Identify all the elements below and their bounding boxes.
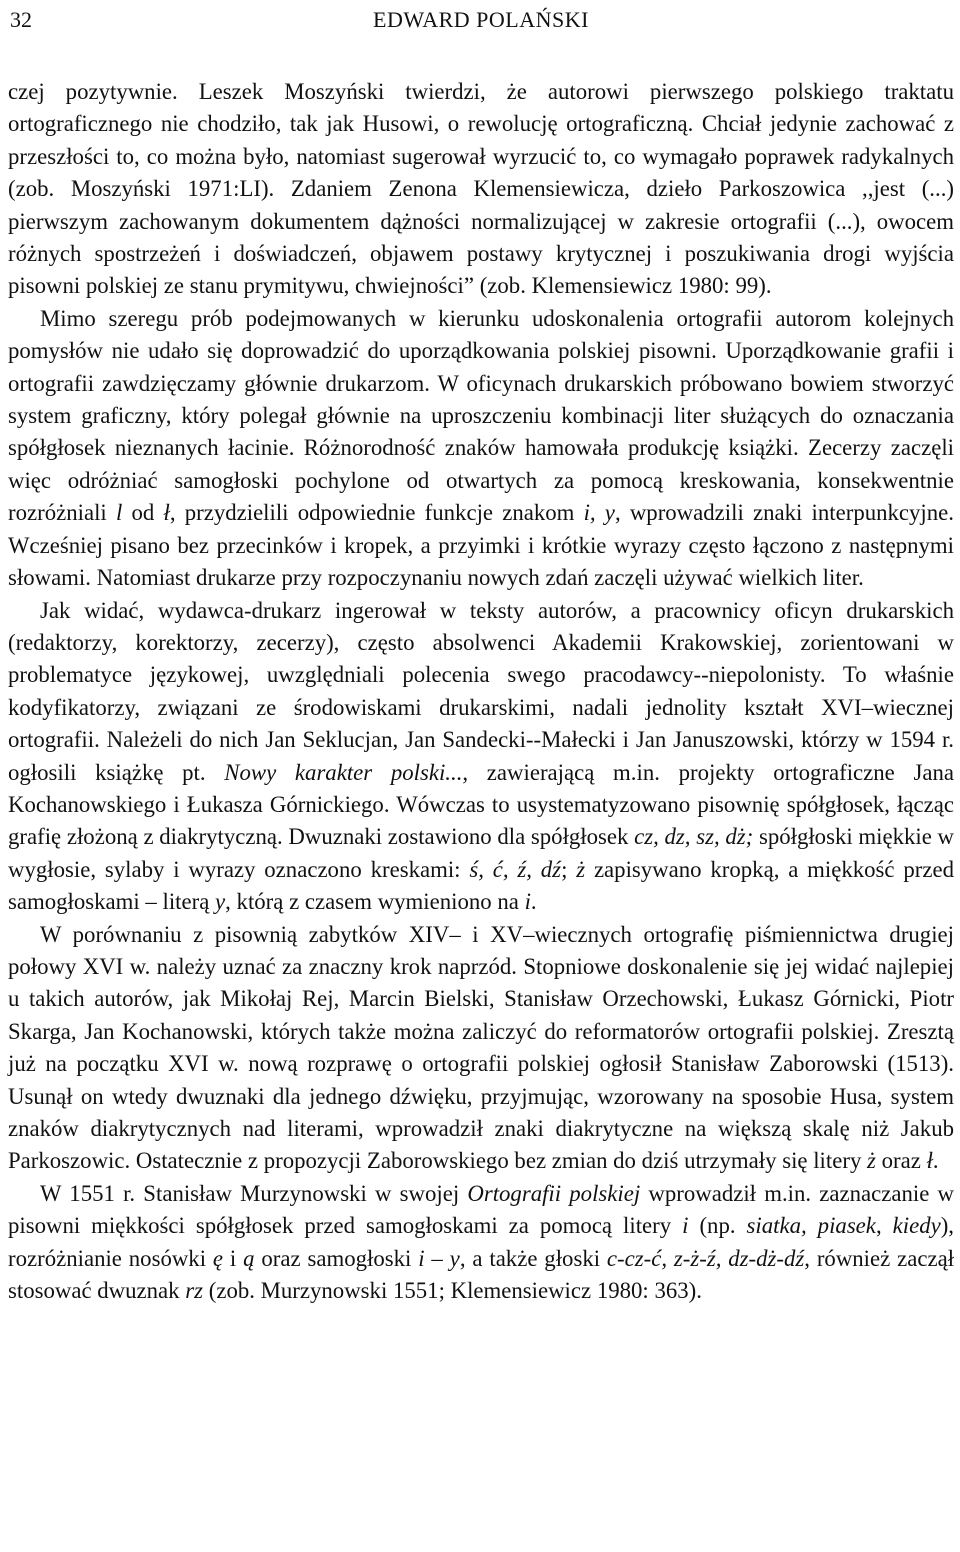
paragraph <box>8 595 954 919</box>
italic-text: Nowy karakter polski... <box>224 759 463 785</box>
italic-text: cz, dz, sz, dż; <box>634 824 754 850</box>
text-run: W 1551 r. Stanisław Murzynowski w swojej <box>40 1180 468 1206</box>
text-run: (np. <box>688 1213 747 1239</box>
body-text <box>8 76 954 1307</box>
text-run: (zob. Murzynowski 1551; Klemensiewicz 1980: 363). <box>203 1278 702 1304</box>
text-run: zapisywano kropką, a miękkość przed samogłoskami – literą <box>8 856 955 915</box>
text-run: ; <box>561 856 577 882</box>
running-title: EDWARD POLAŃSKI <box>373 7 589 32</box>
text-run: spółgłoski miękkie w wygłosie, sylaby i wyrazy oznaczono kreskami: <box>8 824 954 882</box>
text-run: i <box>223 1245 244 1271</box>
italic-text: i <box>524 889 531 915</box>
text-run: . <box>932 1148 939 1174</box>
text-run: czej pozytywnie. Leszek Moszyński twierdzi, że autorowi pierwszego polskiego traktatu ortograficznego nie chodziło, tak jak Husowi, o rewolucję ortograficzną. Chciał jedynie zachować z przeszłości to, co można było, natomiast sugerował wyrzucić to, co wymagało poprawek radykalnych (zob. Moszyński 1971:LI). Zdaniem Zenona Klemensiewicza, dzieło Parkoszowica ,,jest (...) pierwszym zachowanym dokumentem dążności normalizującej w zakresie ortografii (...), owocem różnych spostrzeżeń i doświadczeń, objawem postawy krytycznej i poszukiwania drogi wyjścia pisowni polskiej ze stanu prymitywu, chwiejności” (zob. Klemensiewicz 1980: 99). <box>8 79 954 299</box>
italic-text: ż <box>867 1148 876 1174</box>
text-run: Mimo szeregu prób podejmowanych w kierunku udoskonalenia ortografii autorom kolejnych pomysłów nie udało się doprowadzić do uporządkowania polskiej pisowni. Uporządkowanie grafii i ortografii zawdzięczamy głównie drukarzom. W oficynach drukarskich próbowano bowiem stworzyć system graficzny, który polegał głównie na uproszczeniu kombinacji liter służących do oznaczania spółgłosek nieznanych łacinie. Różnorodność znaków hamowała produkcję książki. Zecerzy zaczęli więc odróżniać samogłoski pochylone od otwartych za pomocą kreskowania, konsekwentnie rozróżniali <box>8 305 954 526</box>
italic-text: siatka, piasek <box>746 1213 876 1239</box>
text-run: W porównaniu z pisownią zabytków XIV– i XV–wiecznych ortografię piśmiennictwa drugiej połowy XVI w. należy uznać za znaczny krok naprzód. Stopniowe doskonalenie się jej widać najlepiej u takich autorów, jak Mikołaj Rej, Marcin Bielski, Stanisław Orzechowski, Łukasz Górnicki, Piotr Skarga, Jan Kochanowski, których także można zaliczyć do reformatorów ortografii polskiej. Zresztą już na początku XVI w. nową rozprawę o ortografii polskiej ogłosił Stanisław Zaborowski (1513). Usunął on wtedy dwuznaki dla jednego dźwięku, przyjmując, wzorowany na sposobie Husa, system znaków diakrytycznych nad literami, wprowadził znaki diakrytyczne na większą skalę niż Jakub Parkoszowic. Ostatecznie z propozycji Zaborowskiego bez zmian do dziś utrzymały się litery <box>8 921 954 1174</box>
paragraph <box>8 303 954 595</box>
paragraph <box>8 1178 954 1308</box>
text-run: . <box>530 889 537 915</box>
italic-text: rz <box>185 1278 204 1304</box>
text-run: wprowadził m.in. zaznaczanie w pisowni miękkości spółgłosek przed samogłoskami za pomocą litery <box>8 1180 954 1239</box>
text-run: , zawierającą m.in. projekty ortograficzne Jana Kochanowskiego i Łukasza Górnickiego. Wówczas to usystematyzowano pisownię spółgłosek, łącząc grafię złożoną z diakrytyczną. Dwuznaki zostawiono dla spółgłosek <box>8 759 954 850</box>
italic-text: ś, ć, ź, dź <box>469 856 562 882</box>
italic-text: c-cz-ć, z-ż-ź, dz-dż-dź <box>606 1245 805 1271</box>
italic-text: ą <box>243 1245 255 1271</box>
italic-text: l <box>115 500 123 526</box>
italic-text: ż <box>576 856 586 882</box>
italic-text: i, y <box>583 500 615 526</box>
italic-text: ę <box>212 1245 224 1271</box>
page-number: 32 <box>10 7 32 32</box>
paragraph <box>8 76 954 303</box>
text-run: oraz <box>875 1148 927 1174</box>
text-run: ), rozróżnianie nosówki <box>8 1213 955 1271</box>
italic-text: ł <box>163 500 170 526</box>
paragraph <box>8 919 954 1178</box>
text-run: Jak widać, wydawca-drukarz ingerował w teksty autorów, a pracownicy oficyn drukarskich (redaktorzy, korektorzy, zecerzy), często absolwenci Akademii Krakowskiej, zorientowani w problematyce językowej, uwzględniali polecenia swego pracodawcy--niepolonisty. To właśnie kodyfikatorzy, związani ze środowiskami drukarskimi, nadali jednolity kształt XVI–wiecznej ortografii. Należeli do nich Jan Seklucjan, Jan Sandecki--Małecki i Jan Januszowski, którzy w 1594 r. ogłosili książkę pt. <box>8 597 954 785</box>
italic-text: y <box>215 889 226 915</box>
text-run: , również zaczął stosować dwuznak <box>8 1245 955 1304</box>
text-run: , a także głoski <box>459 1245 607 1271</box>
italic-text: Ortografii polskiej <box>467 1180 641 1206</box>
page-header <box>8 0 954 40</box>
page <box>8 0 954 1307</box>
italic-text: i <box>682 1213 689 1239</box>
text-run: , wprowadzili znaki interpunkcyjne. Wcześniej pisano bez przecinków i kropek, a przyimki i krótkie wyrazy często łączono z następnymi słowami. Natomiast drukarze przy rozpoczynaniu nowych zdań zaczęli używać wielkich liter. <box>8 500 954 591</box>
italic-text: ł <box>926 1148 933 1174</box>
text-run: , przydzielili odpowiednie funkcje znakom <box>169 500 584 526</box>
italic-text: i – y <box>418 1245 460 1271</box>
text-run: , którą z czasem wymieniono na <box>225 889 525 915</box>
italic-text: kiedy <box>892 1213 941 1239</box>
text-run: od <box>122 500 164 526</box>
text-run: , <box>875 1213 893 1239</box>
text-run: oraz samogłoski <box>254 1245 419 1271</box>
